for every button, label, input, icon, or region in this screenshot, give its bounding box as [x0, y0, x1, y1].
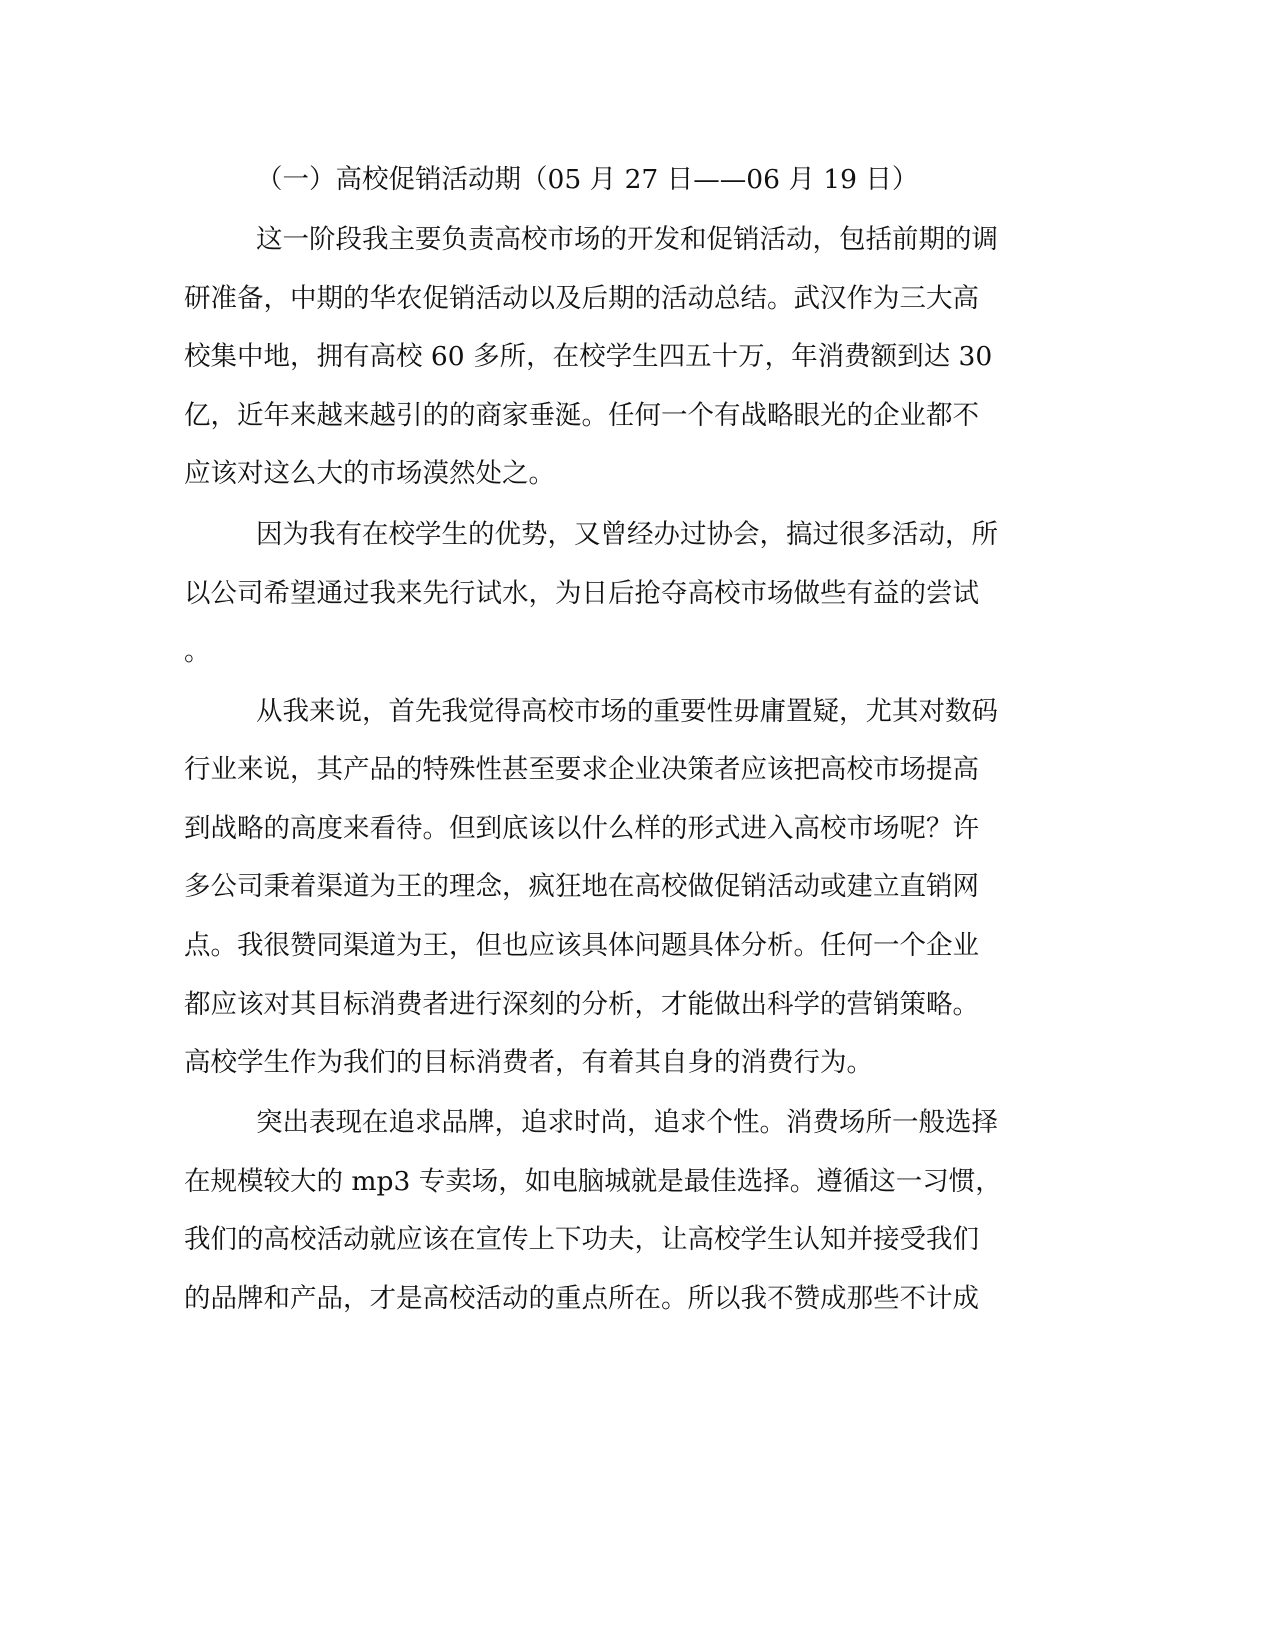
paragraph-line: 高校学生作为我们的目标消费者，有着其自身的消费行为。 — [184, 1047, 873, 1078]
section-heading: （一）高校促销活动期（05 月 27 日——06 月 19 日） — [256, 164, 919, 195]
paragraph-line: 多公司秉着渠道为王的理念，疯狂地在高校做促销活动或建立直销网 — [184, 871, 979, 902]
paragraph-line: 这一阶段我主要负责高校市场的开发和促销活动，包括前期的调 — [256, 224, 998, 255]
paragraph-line: 行业来说，其产品的特殊性甚至要求企业决策者应该把高校市场提高 — [184, 754, 979, 785]
paragraph-line: 因为我有在校学生的优势，又曾经办过协会，搞过很多活动，所 — [256, 519, 998, 550]
paragraph-line: 都应该对其目标消费者进行深刻的分析，才能做出科学的营销策略。 — [184, 989, 979, 1020]
paragraph-line: 。 — [184, 636, 211, 667]
paragraph-line: 亿，近年来越来越引的的商家垂涎。任何一个有战略眼光的企业都不 — [184, 400, 979, 431]
paragraph-line: 从我来说，首先我觉得高校市场的重要性毋庸置疑，尤其对数码 — [256, 696, 998, 727]
paragraph-line: 在规模较大的 mp3 专卖场，如电脑城就是最佳选择。遵循这一习惯， — [184, 1166, 1002, 1197]
paragraph-line: 突出表现在追求品牌，追求时尚，追求个性。消费场所一般选择 — [256, 1107, 998, 1138]
paragraph-line: 的品牌和产品，才是高校活动的重点所在。所以我不赞成那些不计成 — [184, 1283, 979, 1314]
paragraph-line: 应该对这么大的市场漠然处之。 — [184, 458, 555, 489]
paragraph-line: 我们的高校活动就应该在宣传上下功夫，让高校学生认知并接受我们 — [184, 1224, 979, 1255]
paragraph-line: 到战略的高度来看待。但到底该以什么样的形式进入高校市场呢？许 — [184, 813, 979, 844]
paragraph-line: 校集中地，拥有高校 60 多所，在校学生四五十万，年消费额到达 30 — [184, 341, 993, 372]
paragraph-line: 研准备，中期的华农促销活动以及后期的活动总结。武汉作为三大高 — [184, 283, 979, 314]
paragraph-line: 以公司希望通过我来先行试水，为日后抢夺高校市场做些有益的尝试 — [184, 578, 979, 609]
paragraph-line: 点。我很赞同渠道为王，但也应该具体问题具体分析。任何一个企业 — [184, 930, 979, 961]
